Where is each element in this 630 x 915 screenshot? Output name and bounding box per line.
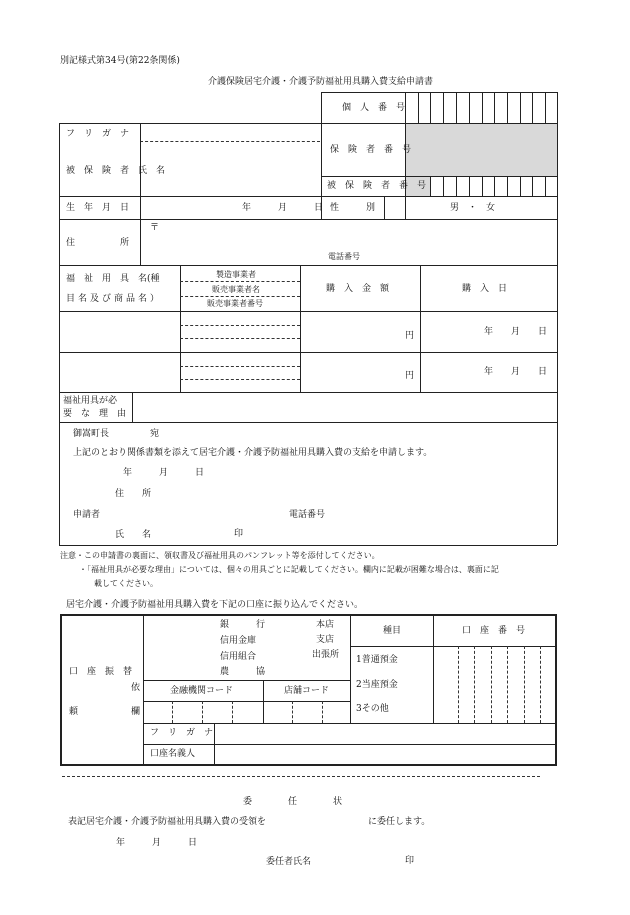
seller-label: 販売事業者名 bbox=[212, 285, 260, 294]
reason-label-2: 要 な 理 由 bbox=[63, 409, 127, 419]
bank-type-shinkumi: 信用組合 bbox=[220, 652, 257, 662]
insured-name-label: 被 保 険 者 氏 名 bbox=[66, 166, 166, 176]
note-line-3: 載してください。 bbox=[94, 579, 158, 588]
insurer-number-label: 保 険 者 番 号 bbox=[330, 145, 412, 155]
note-line-1: 注意・この申請書の裏面に、領収書及び福祉用具のパンフレット等を添付してください。 bbox=[60, 551, 380, 560]
reason-label-1: 福祉用具が必 bbox=[63, 396, 118, 406]
purchase-date-header: 購 入 日 bbox=[462, 284, 508, 294]
application-statement: 上記のとおり関係書類を添えて居宅介護・介護予防福祉用具購入費の支給を申請します。 bbox=[73, 448, 433, 458]
bank-type-nokyo: 農 協 bbox=[220, 667, 266, 677]
branch-type-branch: 支店 bbox=[316, 635, 335, 645]
delegation-date: 年 月 日 bbox=[116, 838, 198, 848]
maker-label: 製造事業者 bbox=[216, 270, 256, 279]
yen-2: 円 bbox=[405, 371, 415, 381]
item-name-header-1: 福 祉 用 具 名(種 bbox=[66, 274, 160, 284]
purchase-date-2: 年 月 日 bbox=[484, 367, 548, 377]
kind-header: 種目 bbox=[383, 626, 402, 636]
note-line-2: ・「福祉用具が必要な理由」については、個々の用具ごとに記載してください。欄内に記載が困難な場合は、裏面に記 bbox=[79, 565, 499, 574]
price-header: 購 入 金 額 bbox=[326, 284, 390, 294]
delegator-name-label: 委任者氏名 bbox=[266, 857, 312, 867]
delegation-statement-end: に委任します。 bbox=[368, 817, 431, 827]
branch-type-office: 出張所 bbox=[312, 650, 340, 660]
insured-number-label: 被 保 険 者 番 号 bbox=[327, 181, 427, 191]
applicant-label: 申請者 bbox=[73, 510, 101, 520]
cut-line bbox=[62, 776, 540, 777]
item-name-header-2: 目名及び商品名） bbox=[66, 294, 163, 304]
address-label: 住 所 bbox=[66, 238, 130, 248]
kind-ordinary: 1普通預金 bbox=[356, 655, 398, 665]
applicant-phone-label: 電話番号 bbox=[289, 510, 326, 520]
honorific: 宛 bbox=[150, 429, 160, 439]
bank-label-3a: 頼 bbox=[69, 707, 79, 717]
purchase-date-1: 年 月 日 bbox=[484, 327, 548, 337]
birth-date-label: 生 年 月 日 bbox=[66, 203, 130, 213]
application-date: 年 月 日 bbox=[123, 468, 205, 478]
sex-value: 男 ・ 女 bbox=[450, 203, 496, 213]
sex-label: 性 別 bbox=[330, 203, 376, 213]
phone-label: 電話番号 bbox=[328, 252, 360, 261]
bank-code-label: 金融機関コード bbox=[170, 686, 234, 696]
bank-furigana-label: フ リ ガ ナ bbox=[150, 728, 214, 738]
kind-other: 3その他 bbox=[356, 704, 389, 714]
birth-date-value: 年 月 日 bbox=[242, 203, 324, 213]
bank-label-2: 依 bbox=[131, 683, 141, 693]
furigana-label: フ リ ガ ナ bbox=[66, 129, 130, 139]
kind-current: 2当座預金 bbox=[356, 680, 398, 690]
branch-code-label: 店舗コード bbox=[284, 686, 330, 696]
personal-number-label: 個 人 番 号 bbox=[342, 103, 406, 113]
applicant-name-label: 氏 名 bbox=[115, 530, 152, 540]
bank-label-1: 口 座 振 替 bbox=[69, 667, 133, 677]
insurer-number-shade bbox=[406, 124, 557, 176]
seller-number-label: 販売事業者番号 bbox=[207, 299, 263, 308]
account-holder-label: 口座名義人 bbox=[150, 749, 196, 759]
delegation-title: 委 任 状 bbox=[243, 797, 343, 807]
form-title: 介護保険居宅介護・介護予防福祉用具購入費支給申請書 bbox=[208, 77, 434, 87]
delegator-seal: 印 bbox=[405, 856, 415, 866]
form-number: 別記様式第34号(第22条関係) bbox=[60, 56, 180, 66]
addressee: 御嵩町長 bbox=[73, 429, 110, 439]
applicant-address-label: 住 所 bbox=[115, 489, 152, 499]
account-number-header: 口 座 番 号 bbox=[462, 626, 526, 636]
bank-intro: 居宅介護・介護予防福祉用具購入費を下記の口座に振り込んでください。 bbox=[66, 600, 364, 610]
delegation-statement: 表記居宅介護・介護予防福祉用具購入費の受領を bbox=[68, 817, 267, 827]
bank-label-3b: 欄 bbox=[131, 707, 141, 717]
postal-mark: 〒 bbox=[150, 223, 160, 233]
bank-type-shinkin: 信用金庫 bbox=[220, 636, 257, 646]
branch-type-main: 本店 bbox=[316, 620, 335, 630]
applicant-seal: 印 bbox=[234, 529, 244, 539]
bank-type-bank: 銀 行 bbox=[220, 620, 266, 630]
yen-1: 円 bbox=[405, 331, 415, 341]
